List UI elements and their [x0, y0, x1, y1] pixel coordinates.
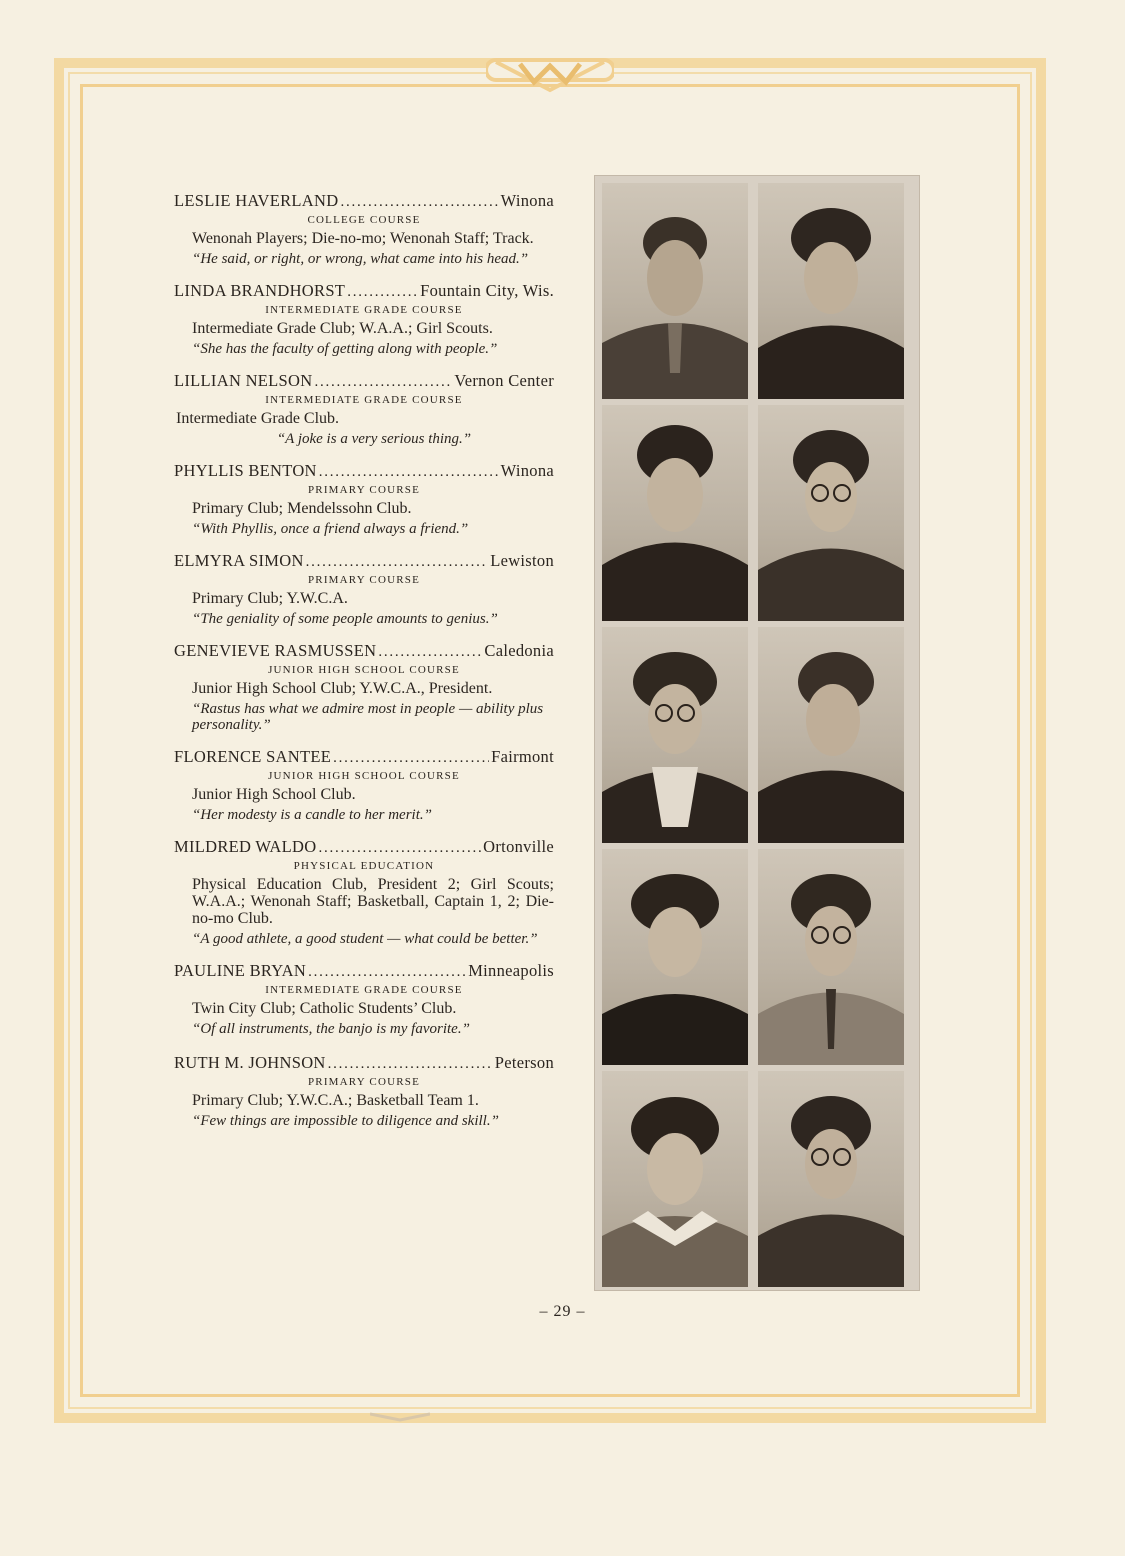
student-course: PRIMARY COURSE [307, 574, 421, 586]
student-hometown: Peterson [494, 1053, 554, 1072]
student-activities: Physical Education Club, President 2; Girl Scouts; W.A.A.; Wenonah Staff; Basketball, Captain 1, 2; Die-no-mo Club. [192, 876, 554, 927]
student-course: INTERMEDIATE GRADE COURSE [265, 984, 463, 996]
entry-heading [174, 281, 554, 302]
entry-heading [174, 641, 554, 662]
student-course: INTERMEDIATE GRADE COURSE [265, 394, 463, 406]
entry-heading [174, 747, 554, 768]
student-activities: Intermediate Grade Club; W.A.A.; Girl Scouts. [192, 320, 493, 337]
student-name: LINDA BRANDHORST [174, 281, 346, 300]
student-activities: Junior High School Club. [192, 786, 356, 803]
portrait-photo [602, 627, 748, 843]
student-course: JUNIOR HIGH SCHOOL COURSE [268, 664, 460, 676]
portrait-photo [602, 849, 748, 1065]
student-quote: “Of all instruments, the banjo is my favorite.” [192, 1021, 470, 1037]
student-hometown: Ortonville [483, 837, 554, 856]
student-entry [174, 837, 554, 947]
student-entry [174, 191, 554, 267]
student-quote: “Few things are impossible to diligence and skill.” [192, 1113, 499, 1129]
page-number: – 29 – [539, 1303, 586, 1320]
leader-dots [333, 749, 489, 768]
portrait-photo [602, 183, 748, 399]
student-quote: “She has the faculty of getting along with people.” [192, 341, 498, 357]
student-entries [174, 191, 554, 1143]
portrait-photo [602, 405, 748, 621]
student-quote: “With Phyllis, once a friend always a friend.” [192, 521, 469, 537]
student-entry [174, 1053, 554, 1129]
entry-heading [174, 371, 554, 392]
student-course: PRIMARY COURSE [307, 1076, 421, 1088]
entry-heading [174, 551, 554, 572]
student-quote: “He said, or right, or wrong, what came into his head.” [192, 251, 529, 267]
student-course: COLLEGE COURSE [307, 214, 421, 226]
entry-heading [174, 191, 554, 212]
portrait-photo [758, 405, 904, 621]
student-name: MILDRED WALDO [174, 837, 317, 856]
student-hometown: Vernon Center [454, 371, 554, 390]
student-name: LESLIE HAVERLAND [174, 191, 339, 210]
student-entry [174, 371, 554, 447]
student-quote: “A joke is a very serious thing.” [276, 431, 472, 447]
portrait-photo [758, 1071, 904, 1287]
student-hometown: Fountain City, Wis. [420, 281, 554, 300]
portrait-photo-strip [594, 175, 920, 1291]
entry-heading [174, 1053, 554, 1074]
portrait-photo [758, 627, 904, 843]
student-quote: “A good athlete, a good student — what could be better.” [192, 931, 538, 947]
student-activities: Junior High School Club; Y.W.C.A., President. [192, 680, 493, 697]
student-activities: Intermediate Grade Club. [176, 410, 340, 427]
student-activities: Primary Club; Mendelssohn Club. [192, 500, 412, 517]
student-hometown: Winona [500, 191, 554, 210]
entry-heading [174, 961, 554, 982]
student-hometown: Minneapolis [468, 961, 554, 980]
student-course: JUNIOR HIGH SCHOOL COURSE [268, 770, 460, 782]
student-entry [174, 641, 554, 733]
student-quote: “The geniality of some people amounts to genius.” [192, 611, 498, 627]
student-hometown: Lewiston [490, 551, 554, 570]
student-name: FLORENCE SANTEE [174, 747, 332, 766]
student-activities: Twin City Club; Catholic Students’ Club. [192, 1000, 457, 1017]
student-hometown: Caledonia [484, 641, 554, 660]
portrait-photo [758, 849, 904, 1065]
student-name: LILLIAN NELSON [174, 371, 313, 390]
w-monogram-ornament-icon [486, 46, 614, 94]
student-entry [174, 461, 554, 537]
leader-dots [378, 643, 482, 662]
student-name: ELMYRA SIMON [174, 551, 304, 570]
entry-heading [174, 837, 554, 858]
student-hometown: Winona [500, 461, 554, 480]
entry-heading [174, 461, 554, 482]
student-name: RUTH M. JOHNSON [174, 1053, 326, 1072]
leader-dots [340, 193, 498, 212]
student-hometown: Fairmont [491, 747, 554, 766]
leader-dots [306, 553, 489, 572]
portrait-photo [602, 1071, 748, 1287]
student-entry [174, 281, 554, 357]
portrait-photo [758, 183, 904, 399]
leader-dots [328, 1055, 493, 1074]
leader-dots [319, 463, 499, 482]
student-quote: “Her modesty is a candle to her merit.” [192, 807, 432, 823]
leader-dots [318, 839, 481, 858]
student-activities: Primary Club; Y.W.C.A.; Basketball Team 1. [192, 1092, 479, 1109]
student-name: GENEVIEVE RASMUSSEN [174, 641, 377, 660]
student-course: INTERMEDIATE GRADE COURSE [265, 304, 463, 316]
leader-dots [314, 373, 452, 392]
leader-dots [347, 283, 418, 302]
student-name: PAULINE BRYAN [174, 961, 307, 980]
student-entry [174, 747, 554, 823]
student-course: PHYSICAL EDUCATION [293, 860, 435, 872]
leader-dots [308, 963, 466, 982]
student-activities: Wenonah Players; Die-no-mo; Wenonah Staff; Track. [192, 230, 534, 247]
student-name: PHYLLIS BENTON [174, 461, 317, 480]
student-course: PRIMARY COURSE [307, 484, 421, 496]
student-activities: Primary Club; Y.W.C.A. [192, 590, 348, 607]
bottom-ornament-icon [370, 1400, 430, 1424]
student-entry [174, 961, 554, 1037]
student-entry [174, 551, 554, 627]
student-quote: “Rastus has what we admire most in people — ability plus personality.” [192, 701, 544, 733]
